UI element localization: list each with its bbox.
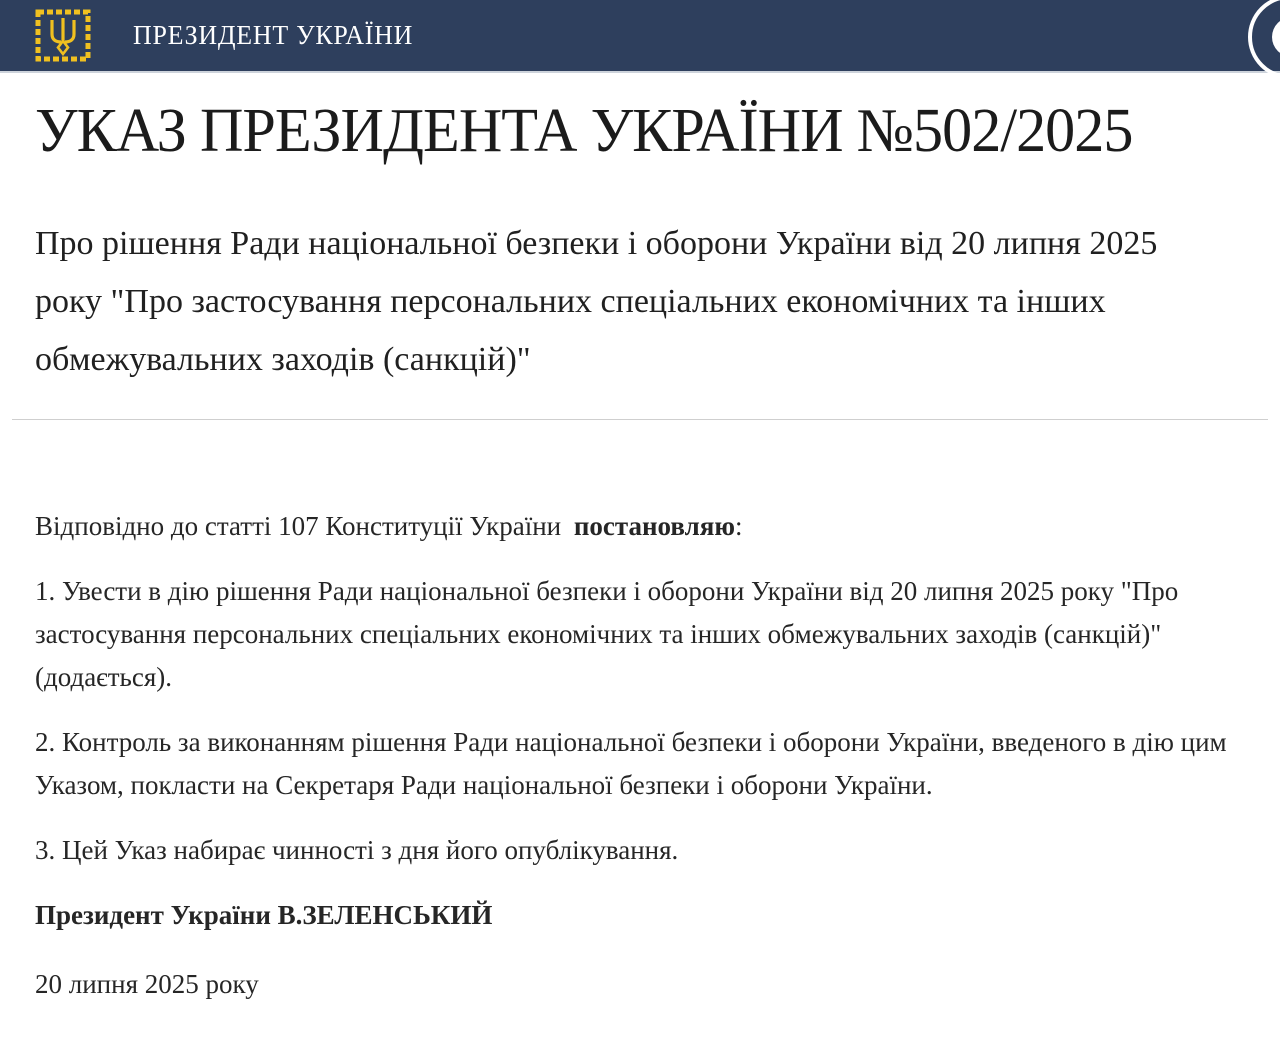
decree-subtitle: Про рішення Ради національної безпеки і оборони України від 20 липня 2025 року "Про застосування персональних спеціальних економічних та інших обмежувальних заходів (санкцій)"	[35, 225, 1158, 378]
trident-icon	[33, 7, 93, 64]
page-title: УКАЗ ПРЕЗИДЕНТА УКРАЇНИ №502/2025	[35, 97, 1133, 165]
signature-line: Президент України В.ЗЕЛЕНСЬКИЙ	[35, 900, 493, 930]
site-title[interactable]: ПРЕЗИДЕНТ УКРАЇНИ	[133, 20, 414, 50]
intro-bold-verb: постановляю	[573, 511, 735, 541]
decree-intro	[35, 505, 1230, 548]
decree-paragraph-1: 1. Увести в дію рішення Ради національної безпеки і оборони України від 20 липня 2025 року "Про застосування персональних спеціальних економічних та інших обмежувальних заходів (санкцій)" (додається).	[35, 576, 1179, 692]
intro-suffix: :	[735, 511, 743, 541]
decree-date: 20 липня 2025 року	[35, 969, 259, 999]
search-button[interactable]	[1248, 0, 1280, 79]
coat-of-arms-emblem[interactable]	[33, 7, 93, 64]
decree-document	[0, 97, 1280, 1006]
intro-prefix: Відповідно до статті 107 Конституції України	[35, 511, 568, 541]
search-icon	[1272, 17, 1280, 57]
decree-paragraph-3: 3. Цей Указ набирає чинності з дня його опублікування.	[35, 835, 679, 865]
site-header	[0, 0, 1280, 73]
divider	[12, 419, 1268, 420]
decree-paragraph-2: 2. Контроль за виконанням рішення Ради національної безпеки і оборони України, введеного в дію цим Указом, покласти на Секретаря Ради національної безпеки і оборони України.	[35, 727, 1227, 800]
